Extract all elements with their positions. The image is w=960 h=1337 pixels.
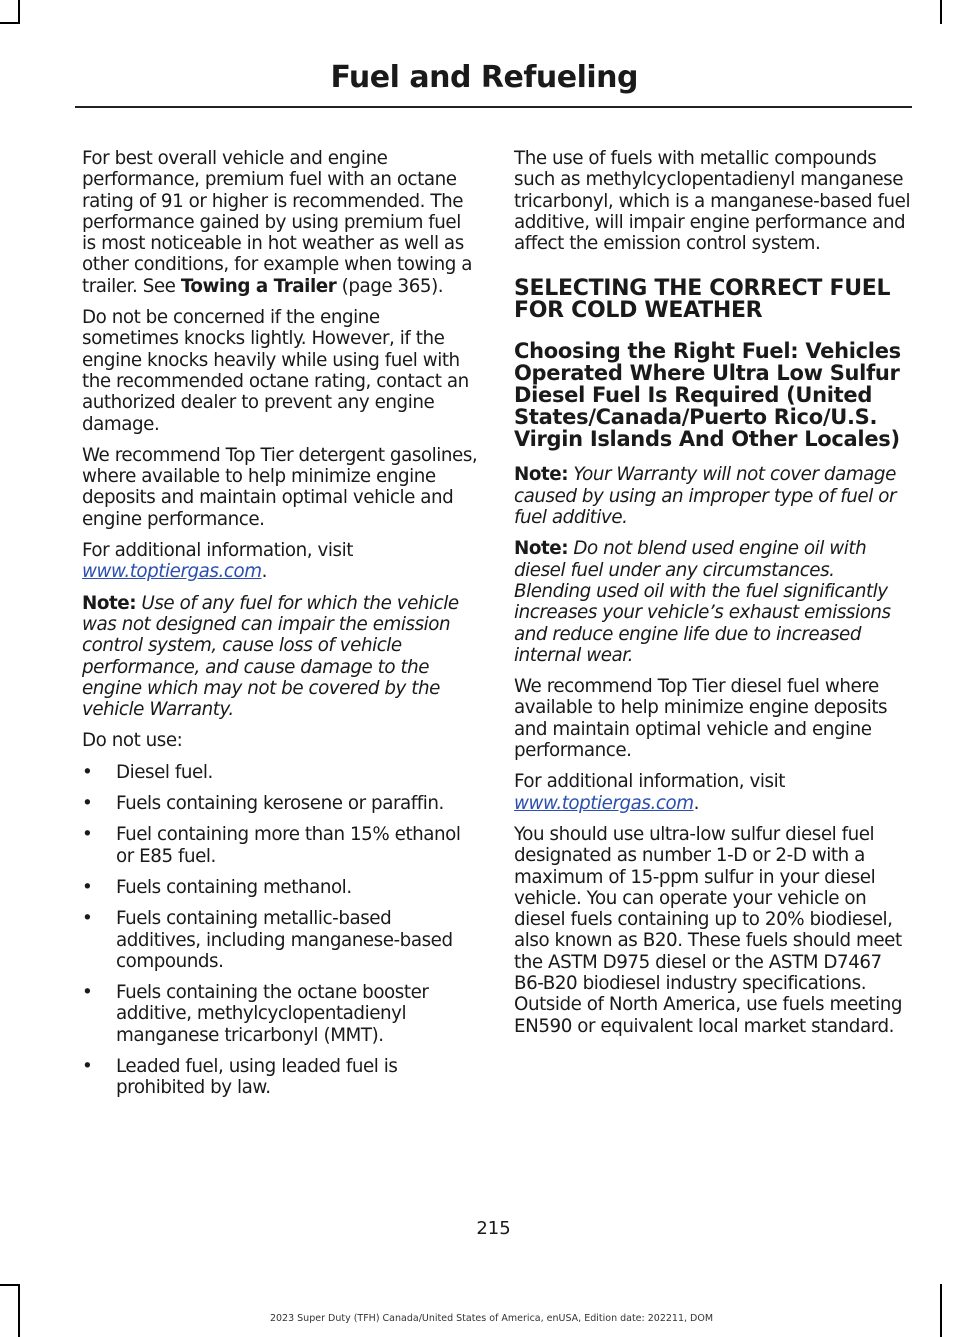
list-item: • Diesel fuel. (82, 761, 213, 783)
crop-mark-top-left-h (0, 22, 20, 24)
note-engine-oil: Note: Do not blend used engine oil with diesel fuel under any circumstances. Blending used oil with the fuel significantly increases your vehicle’s exhaust emissions and reduce engine life due to increased internal wear. (514, 538, 891, 666)
paragraph-engine-knock: Do not be concerned if the engine sometimes knocks lightly. However, if the engine knocks heavily while using fuel with the recommended octane rating, contact an authorized dealer to prevent any engine damage. (82, 307, 469, 435)
page-number: 215 (476, 1218, 511, 1239)
paragraph-top-tier: We recommend Top Tier detergent gasolines, where available to help minimize engine deposits and maintain optimal vehicle and engine performance. (82, 444, 478, 530)
toptiergas-link[interactable]: www.toptiergas.com (514, 792, 694, 814)
section-heading: SELECTING THE CORRECT FUEL FOR COLD WEATHER (514, 276, 891, 324)
paragraph-top-tier-diesel: We recommend Top Tier diesel fuel where available to help minimize engine deposits and maintain optimal vehicle and engine performance. (514, 676, 888, 762)
paragraph-ultra-low-sulfur: You should use ultra-low sulfur diesel fuel designated as number 1-D or 2-D with a maximum of 15-ppm sulfur in your diesel vehicle. You can operate your vehicle on diesel fuels containing up to 20% biodiesel, also known as B20. These fuels should meet the ASTM D975 diesel or the ASTM D7467 B6-B20 biodiesel industry specifications. Outside of North America, use fuels meeting EN590 or equivalent local market standard. (514, 823, 903, 1037)
subsection-heading: Choosing the Right Fuel: Vehicles Operated Where Ultra Low Sulfur Diesel Fuel Is Required (United States/Canada/Puerto Rico/U.S. Virgin Islands And Other Locales) (514, 339, 901, 452)
paragraph-premium-fuel: For best overall vehicle and engine performance, premium fuel with an octane rating of 91 or higher is recommended. The performance gained by using premium fuel is most noticeable in hot weather as well as other conditions, for example when towing a trailer. See Towing a Trailer (page 365). (82, 148, 473, 297)
list-item: • Fuels containing kerosene or paraffin. (82, 793, 444, 815)
page-title: Fuel and Refueling (330, 60, 638, 95)
note-warranty: Note: Your Warranty will not cover damage caused by using an improper type of fuel or fuel additive. (514, 464, 897, 529)
paragraph-additional-info-diesel: For additional information, visit www.toptiergas.com. (514, 771, 785, 814)
header-divider (75, 106, 912, 108)
list-item: • Fuels containing methanol. (82, 876, 352, 898)
list-item: • Fuels containing the octane booster additive, methylcyclopentadienyl manganese tricarbonyl (MMT). (82, 982, 429, 1046)
list-item: • Fuel containing more than 15% ethanol or E85 fuel. (82, 824, 461, 867)
towing-trailer-reference[interactable]: Towing a Trailer (180, 275, 337, 297)
do-not-use-heading: Do not use: (82, 730, 183, 752)
note-fuel-design: Note: Use of any fuel for which the vehicle was not designed can impair the emission control system, cause loss of vehicle performance, and cause damage to the engine which may not be covered by the vehicle Warranty. (82, 592, 459, 721)
list-item: • Leaded fuel, using leaded fuel is prohibited by law. (82, 1055, 398, 1099)
crop-mark-top-left (18, 0, 20, 24)
do-not-use-list (82, 762, 479, 1099)
list-item: • Fuels containing metallic-based additives, including manganese-based compounds. (82, 908, 453, 972)
crop-mark-bottom-right (940, 1284, 942, 1337)
paragraph-metallic-compounds: The use of fuels with metallic compounds such as methylcyclopentadienyl manganese tricarbonyl, which is a manganese-based fuel additive, will impair engine performance and affect the emission control system. (514, 148, 911, 255)
left-column (82, 148, 479, 1109)
right-column (514, 148, 911, 1047)
crop-mark-top-right (940, 0, 942, 24)
crop-mark-bottom-left-h (0, 1284, 20, 1286)
paragraph-additional-info: For additional information, visit www.toptiergas.com. (82, 540, 353, 583)
crop-mark-bottom-left (18, 1284, 20, 1337)
toptiergas-link[interactable]: www.toptiergas.com (82, 561, 262, 583)
footer-edition: 2023 Super Duty (TFH) Canada/United States of America, enUSA, Edition date: 202211, DOM (269, 1313, 714, 1324)
